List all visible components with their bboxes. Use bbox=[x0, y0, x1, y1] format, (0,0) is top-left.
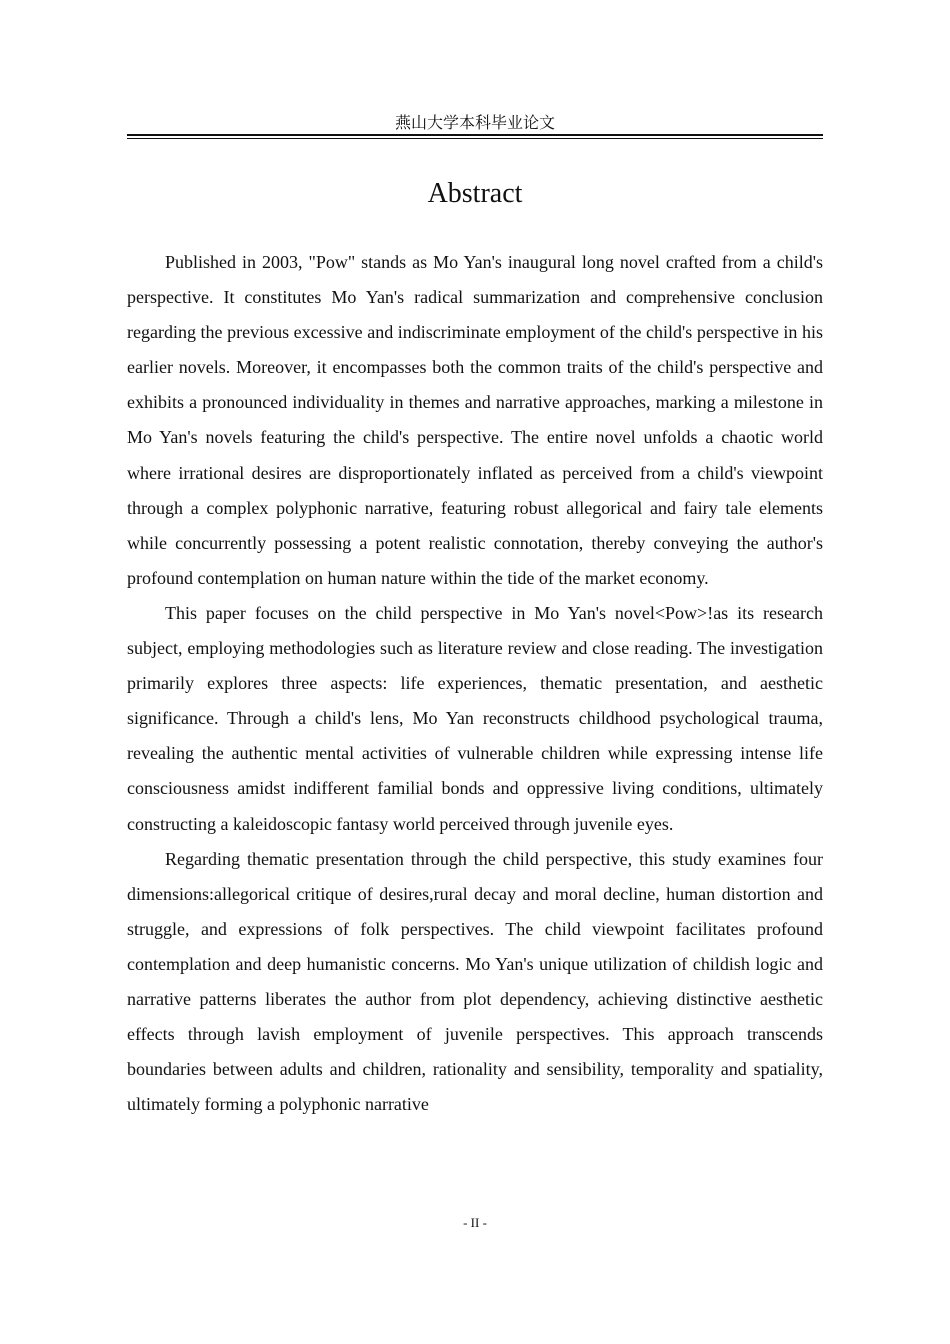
page-number: - II - bbox=[463, 1215, 487, 1230]
abstract-body bbox=[127, 245, 823, 1122]
abstract-heading: Abstract bbox=[427, 178, 523, 209]
header-rule-thick bbox=[127, 134, 823, 136]
header-rule-thin bbox=[127, 138, 823, 139]
abstract-paragraph-1: Published in 2003, "Pow" stands as Mo Yan's inaugural long novel crafted from a child's perspective. It constitutes Mo Yan's radical summarization and comprehensive conclusion regarding the previous excessive and indiscriminate employment of the child's perspective in his earlier novels. Moreover, it encompasses both the common traits of the child's perspective and exhibits a pronounced individuality in themes and narrative approaches, marking a milestone in Mo Yan's novels featuring the child's perspective. The entire novel unfolds a chaotic world where irrational desires are disproportionately inflated as perceived from a child's viewpoint through a complex polyphonic narrative, featuring robust allegorical and fairy tale elements while concurrently possessing a potent realistic connotation, thereby conveying the author's profound contemplation on human nature within the tide of the market economy. bbox=[127, 252, 823, 588]
abstract-paragraph-2: This paper focuses on the child perspective in Mo Yan's novel<Pow>!as its research subject, employing methodologies such as literature review and close reading. The investigation primarily explores three aspects: life experiences, thematic presentation, and aesthetic significance. Through a child's lens, Mo Yan reconstructs childhood psychological trauma, revealing the authentic mental activities of vulnerable children while expressing intense life consciousness amidst indifferent familial bonds and oppressive living conditions, ultimately constructing a kaleidoscopic fantasy world perceived through juvenile eyes. bbox=[127, 602, 823, 834]
abstract-paragraph-3: Regarding thematic presentation through the child perspective, this study examines four dimensions:allegorical critique of desires,rural decay and moral decline, human distortion and struggle, and expressions of folk perspectives. The child viewpoint facilitates profound contemplation and deep humanistic concerns. Mo Yan's unique utilization of childish logic and narrative patterns liberates the author from plot dependency, achieving distinctive aesthetic effects through lavish employment of juvenile perspectives. This approach transcends boundaries between adults and children, rationality and sensibility, temporality and spatiality, ultimately forming a polyphonic narrative bbox=[127, 848, 823, 1115]
running-header: 燕山大学本科毕业论文 bbox=[394, 113, 555, 132]
